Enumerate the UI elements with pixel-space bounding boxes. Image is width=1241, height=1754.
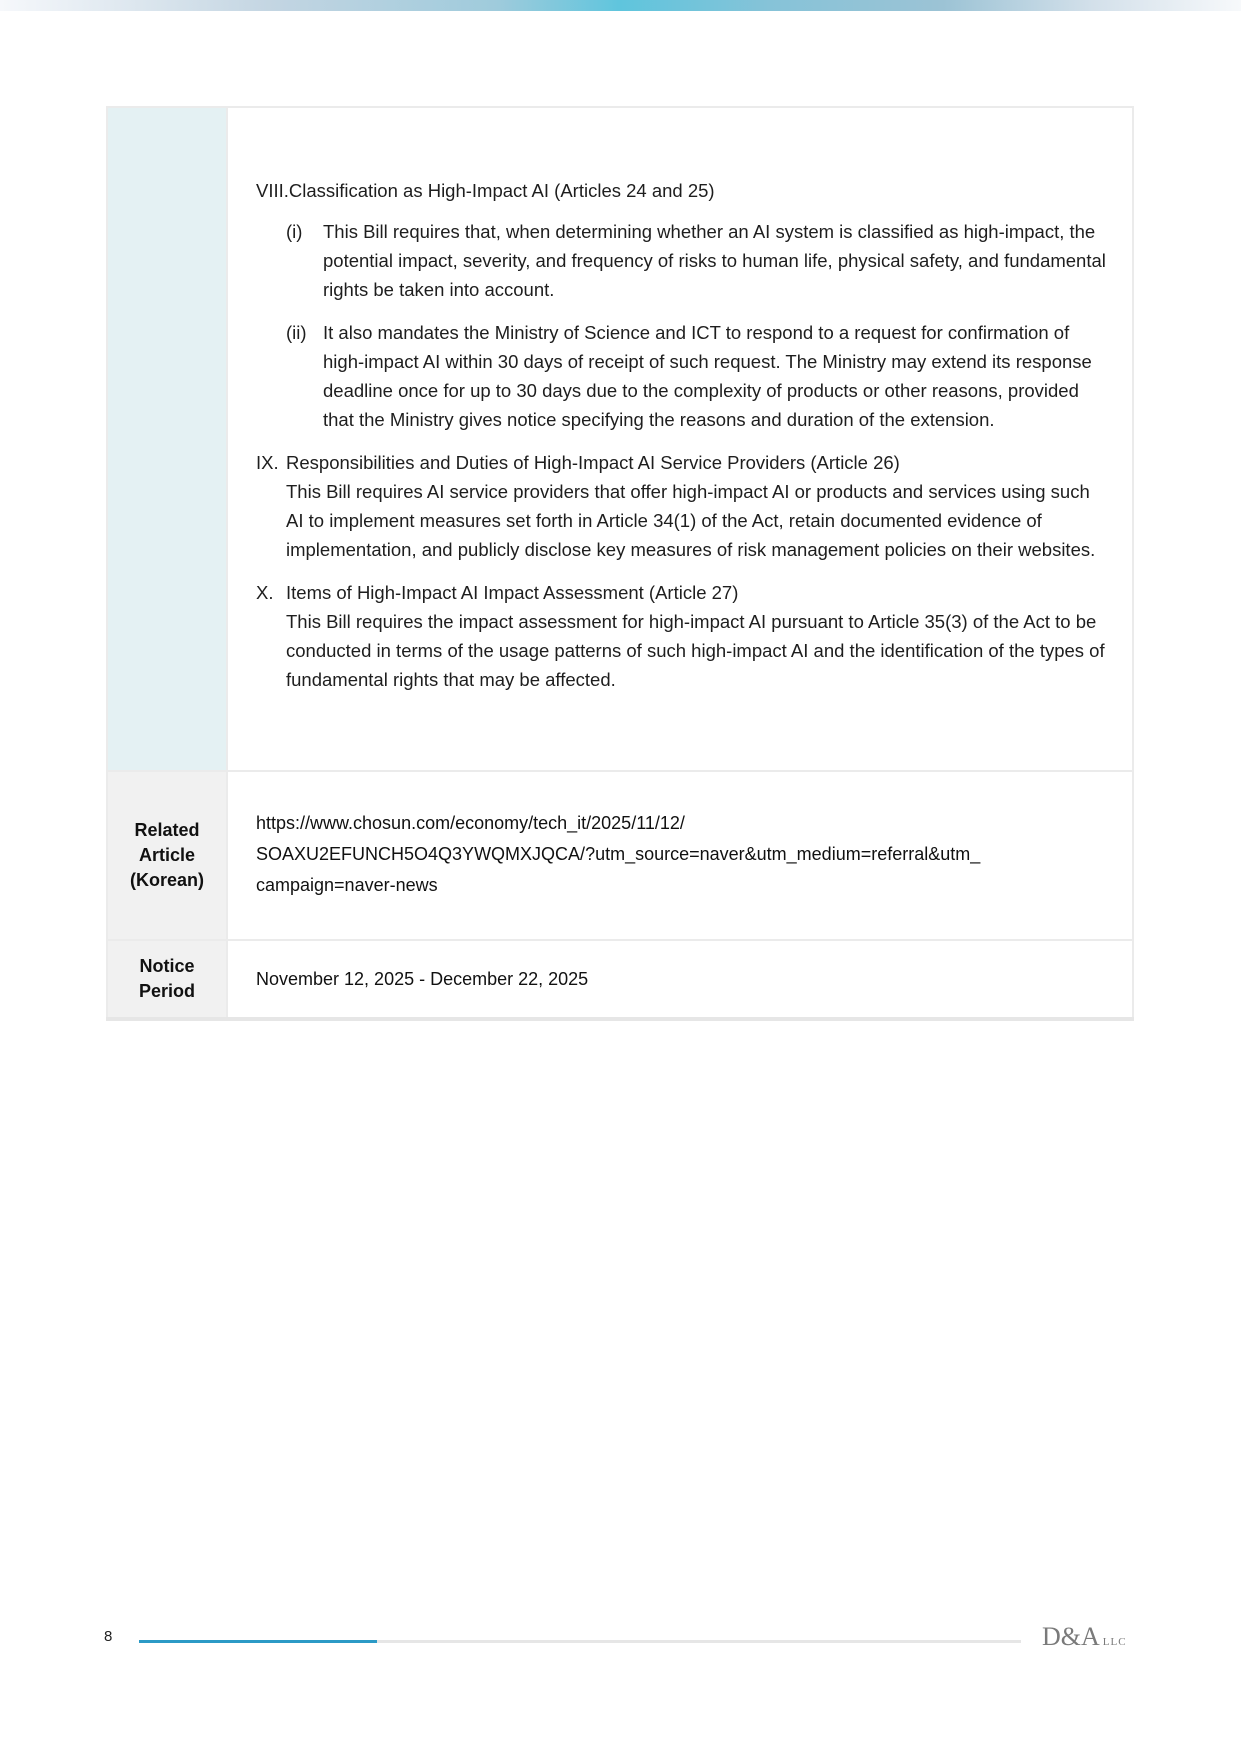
sub-item-ii [286, 318, 1108, 434]
table-row-related-article [107, 771, 1133, 940]
page-number: 8 [104, 1628, 113, 1645]
header-gradient-bar [0, 0, 1241, 11]
section-title: Responsibilities and Duties of High-Impact AI Service Providers (Article 26) [286, 452, 900, 473]
section-number: X. [256, 582, 274, 603]
notice-period-value: November 12, 2025 - December 22, 2025 [256, 968, 589, 989]
sub-item-text: It also mandates the Ministry of Science and ICT to respond to a request for confirmation of high-impact AI within 30 days of receipt of such request. The Ministry may extend its response deadline once for up to 30 days due to the complexity of products or other reasons, provided that the Ministry gives notice specifying the reasons and duration of the extension. [323, 322, 1092, 430]
page-progress-fill [139, 1640, 377, 1643]
bill-summary-table [106, 106, 1134, 1021]
section-text: This Bill requires AI service providers that offer high-impact AI or products and services using such AI to implement measures set forth in Article 34(1) of the Act, retain documented evidence of implementation, and publicly disclose key measures of risk management policies on their websites. [286, 481, 1096, 560]
logo-suffix: LLC [1102, 1636, 1127, 1648]
sub-item-number: (i) [286, 221, 303, 242]
table-row-main-content [107, 107, 1133, 771]
sub-item-text: This Bill requires that, when determining whether an AI system is classified as high-impact, the potential impact, severity, and frequency of risks to human life, physical safety, and fundamental rights be taken into account. [323, 221, 1106, 300]
table-row-notice-period [107, 940, 1133, 1019]
notice-period-label: Notice Period [107, 940, 227, 1019]
sub-item-number: (ii) [286, 322, 307, 343]
section-number: IX. [256, 452, 279, 473]
section-x [256, 578, 1108, 694]
related-article-cell [227, 771, 1133, 940]
link-line: SOAXU2EFUNCH5O4Q3YWQMXJQCA/?utm_source=naver&utm_medium=referral&utm_ [256, 844, 981, 864]
link-line: https://www.chosun.com/economy/tech_it/2025/11/12/ [256, 813, 685, 833]
link-line: campaign=naver-news [256, 875, 438, 895]
main-content-cell [227, 107, 1133, 771]
section-title: Items of High-Impact AI Impact Assessment (Article 27) [286, 582, 739, 603]
company-logo [1042, 1622, 1127, 1652]
logo-text: D&A [1042, 1622, 1100, 1651]
empty-label-cell [107, 107, 227, 771]
related-article-label: Related Article (Korean) [107, 771, 227, 940]
section-ix [256, 448, 1108, 564]
notice-period-cell [227, 940, 1133, 1019]
page-footer [0, 1620, 1241, 1660]
page-progress-bar [139, 1640, 1021, 1643]
sub-item-i [286, 217, 1108, 304]
related-article-link[interactable] [256, 808, 1046, 901]
heading-viii: VIII.Classification as High-Impact AI (Articles 24 and 25) [256, 180, 715, 201]
section-text: This Bill requires the impact assessment for high-impact AI pursuant to Article 35(3) of the Act to be conducted in terms of the usage patterns of such high-impact AI and the identification of the types of fundamental rights that may be affected. [286, 611, 1105, 690]
